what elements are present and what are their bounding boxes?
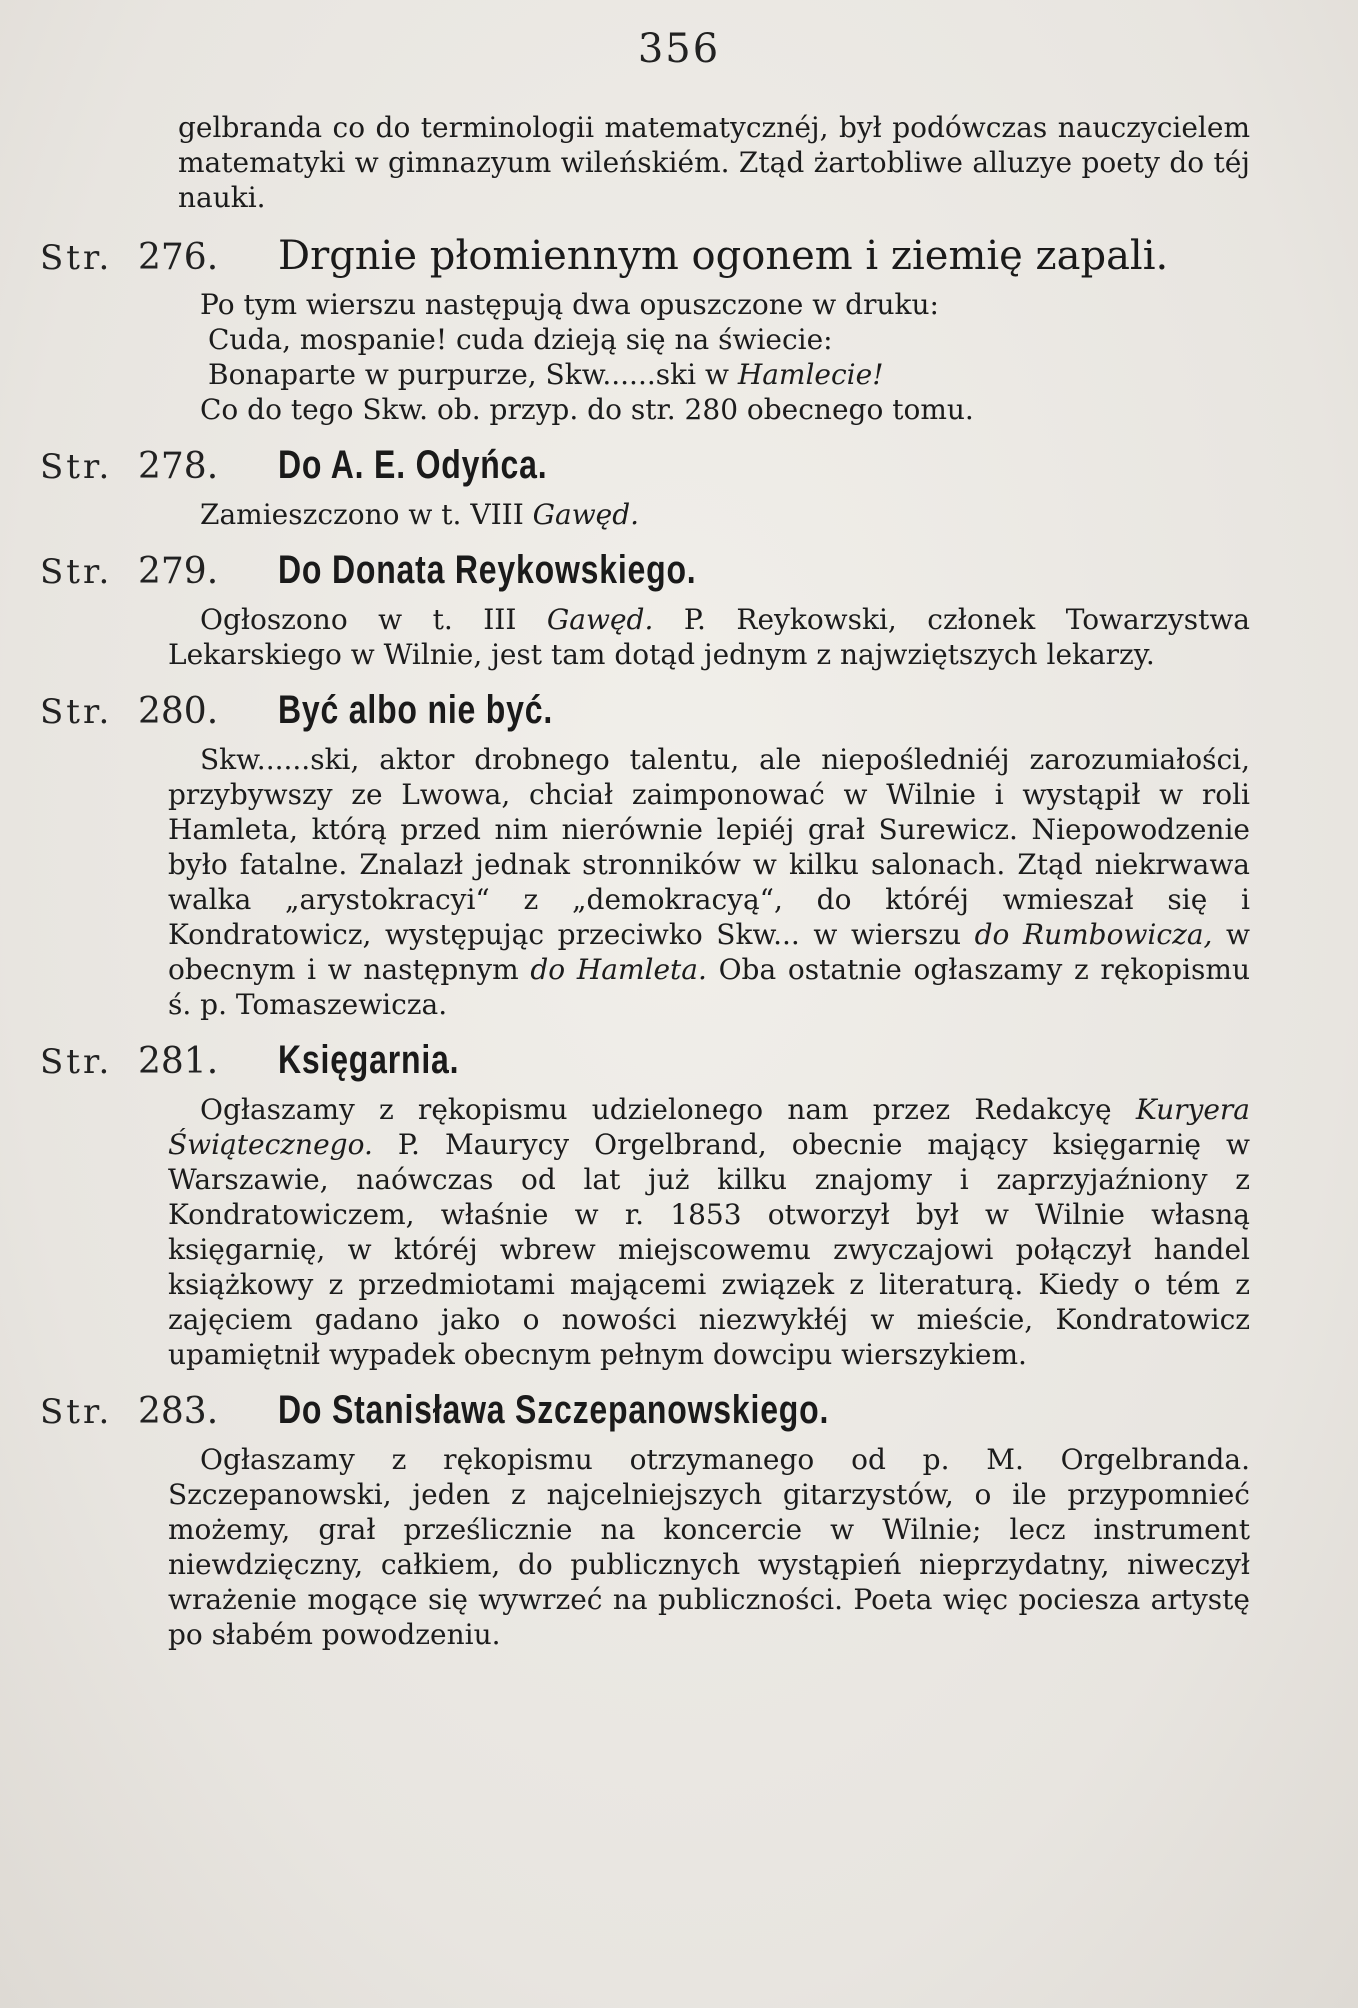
entry-title: Drgnie płomiennym ogonem i ziemię zapali.	[278, 233, 1169, 279]
str-label: Str.	[40, 447, 113, 487]
entry-text	[168, 742, 1250, 1022]
entry-text-part: Ogłoszono w t. III	[200, 603, 547, 636]
entry-279	[40, 548, 1250, 672]
verse-text: Bonaparte w purpurze, Skw......ski w	[208, 358, 738, 391]
entry-text-italic: Kuryera Świątecznego.	[168, 1093, 1250, 1161]
page-number: 356	[637, 26, 721, 72]
entry-number: 279.	[138, 551, 219, 592]
entry-283	[40, 1388, 1250, 1652]
entry-text-part: Ogłaszamy z rękopismu udzielonego nam przez Redakcyę	[200, 1093, 1136, 1126]
entry-heading	[40, 1388, 1250, 1442]
entry-title: Do A. E. Odyńca.	[278, 443, 548, 487]
entry-number: 283.	[138, 1391, 219, 1432]
entry-280	[40, 688, 1250, 1022]
entry-text-italic: Gawęd.	[532, 498, 640, 531]
verse-line	[208, 357, 1250, 392]
str-label: Str.	[40, 238, 113, 278]
entry-276	[40, 233, 1250, 427]
verse-line: Cuda, mospanie! cuda dzieją się na świecie:	[208, 323, 833, 356]
continuation-paragraph: gelbranda co do terminologii matematycznéj, był podówczas nauczycielem matematyki w gimnazyum wileńskiém. Ztąd żartobliwe alluzye poety do téj nauki.	[178, 111, 1250, 214]
entry-number: 276.	[138, 237, 219, 278]
verse-italic: Hamlecie!	[737, 358, 884, 391]
entry-note: Co do tego Skw. ob. przyp. do str. 280 obecnego tomu.	[200, 393, 974, 426]
entry-title: Do Stanisława Szczepanowskiego.	[278, 1388, 830, 1432]
entry-intro: Po tym wierszu następują dwa opuszczone w druku:	[200, 288, 939, 321]
entry-278	[40, 443, 1250, 532]
entry-text-part: Zamieszczono w t. VIII	[200, 498, 533, 531]
entry-title: Księgarnia.	[278, 1038, 460, 1082]
entry-text-part: Oba ostatnie ogłaszamy z rękopismu ś. p. Tomaszewicza.	[168, 953, 1251, 1021]
entry-text: Ogłaszamy z rękopismu otrzymanego od p. M. Orgelbranda. Szczepanowski, jeden z najcelniejszych gitarzystów, o ile przypomnieć możemy, grał prześlicznie na koncercie w Wilnie; lecz instrument niewdzięczny, całkiem, do publicznych wystąpień nieprzydatny, niweczył wrażenie mogące się wywrzeć na publiczności. Poeta więc pociesza artystę po słabém powodzeniu.	[168, 1443, 1250, 1651]
entry-text-part: Skw......ski, aktor drobnego talentu, ale niepośledniéj zarozumiałości, przybywszy ze Lwowa, chciał zaimponować w Wilnie i wystąpił w roli Hamleta, którą przed nim nierównie lepiéj grał Surewicz. Niepowodzenie było fatalne. Znalazł jednak stronników w kilku salonach. Ztąd niekrwawa walka „arystokracyi“ z „demokracyą“, do któréj wmieszał się i Kondratowicz, występując przeciwko Skw... w wierszu	[168, 743, 1250, 951]
entry-text-italic: do Hamleta.	[530, 953, 707, 986]
entry-heading	[40, 548, 1250, 602]
entry-281	[40, 1038, 1250, 1372]
entry-text	[168, 602, 1250, 672]
str-label: Str.	[40, 1392, 113, 1432]
entry-text-italic: do Rumbowicza,	[974, 918, 1213, 951]
str-label: Str.	[40, 552, 113, 592]
entry-heading	[40, 443, 1250, 497]
entry-text-part: P. Reykowski, członek Towarzystwa Lekarskiego w Wilnie, jest tam dotąd jednym z najwziętszych lekarzy.	[168, 603, 1250, 671]
entry-text-part: P. Maurycy Orgelbrand, obecnie mający księgarnię w Warszawie, naówczas od lat już kilku znajomy i zaprzyjaźniony z Kondratowiczem, właśnie w r. 1853 otworzył był w Wilnie własną księgarnię, w któréj wbrew miejscowemu zwyczajowi połączył handel książkowy z przedmiotami mającemi związek z literaturą. Kiedy o tém z zajęciem gadano jako o nowości niezwykłéj w mieście, Kondratowicz upamiętnił wypadek obecnym pełnym dowcipu wierszykiem.	[168, 1128, 1250, 1371]
entry-text-part: w obecnym i w następnym	[168, 918, 1250, 986]
entry-title: Do Donata Reykowskiego.	[278, 548, 697, 592]
entry-number: 278.	[138, 446, 219, 487]
str-label: Str.	[40, 1042, 113, 1082]
entry-text	[168, 497, 1250, 532]
entry-text	[168, 1092, 1250, 1372]
entry-heading	[40, 1038, 1250, 1092]
str-label: Str.	[40, 692, 113, 732]
entry-heading	[40, 233, 1250, 287]
page-body	[40, 110, 1250, 1652]
entry-heading	[40, 688, 1250, 742]
entry-text-italic: Gawęd.	[546, 603, 654, 636]
entry-number: 281.	[138, 1041, 219, 1082]
entry-number: 280.	[138, 691, 219, 732]
entry-title: Być albo nie być.	[278, 688, 554, 732]
